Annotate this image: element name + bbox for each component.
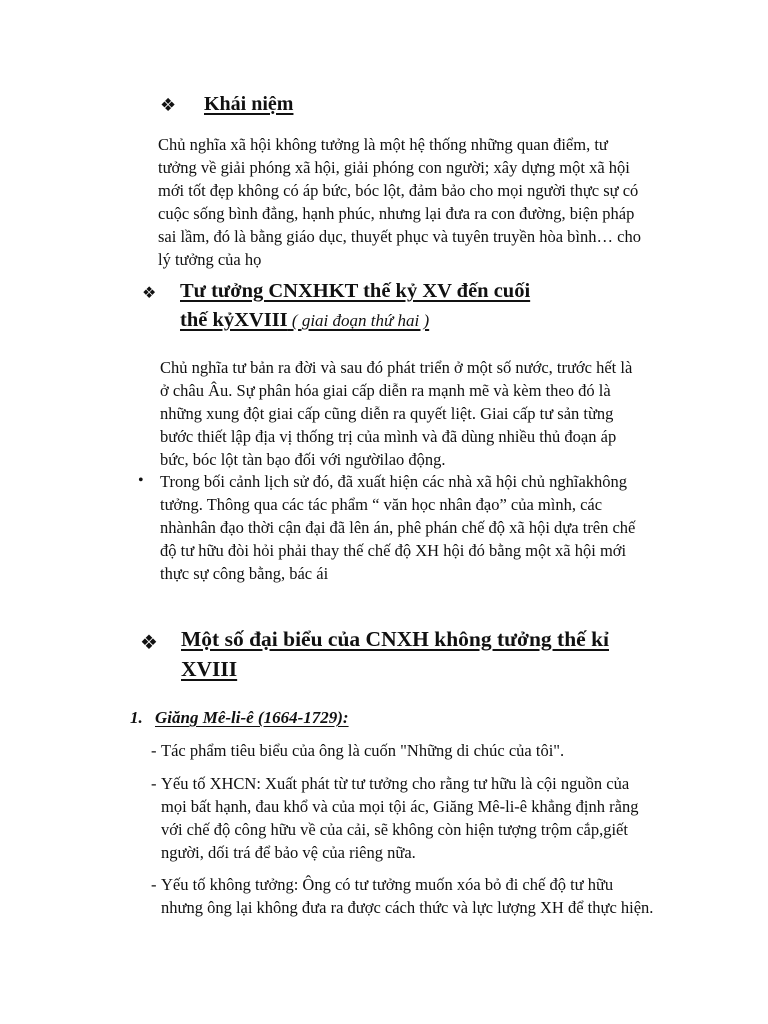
dash-bullet: - xyxy=(151,774,157,793)
dash-bullet: - xyxy=(151,741,157,760)
subheading-giang-meslier: Giăng Mê-li-ê (1664-1729): xyxy=(155,708,349,727)
paragraph-line: bức, bóc lột tàn bạo đối với ngườilao động. xyxy=(160,450,446,469)
paragraph-line: bước thiết lập địa vị thống trị của mình và đã dùng nhiều thủ đoạn áp xyxy=(160,427,617,446)
list-item-line: Tác phẩm tiêu biểu của ông là cuốn "Những di chúc của tôi". xyxy=(161,741,565,760)
list-item-line: người, dối trá để bảo vệ của riêng nữa. xyxy=(161,843,416,862)
heading-khai-niem: Khái niệm xyxy=(204,93,294,115)
paragraph-line: lý tưởng của họ xyxy=(158,250,262,269)
paragraph-line: cuộc sống bình đẳng, hạnh phúc, nhưng lại đưa ra con đường, biện pháp xyxy=(158,204,635,223)
paragraph-line: Chủ nghĩa xã hội không tưởng là một hệ thống những quan điểm, tư xyxy=(158,135,608,154)
heading-mot-so-line2: XVIII xyxy=(181,657,238,681)
heading-tu-tuong-line1: Tư tưởng CNXHKT thế kỷ XV đến cuối xyxy=(180,280,531,302)
paragraph-line: Trong bối cảnh lịch sử đó, đã xuất hiện các nhà xã hội chủ nghĩakhông xyxy=(160,472,628,491)
heading-mot-so-line1: Một số đại biểu của CNXH không tưởng thế kỉ xyxy=(181,627,609,651)
dash-bullet: - xyxy=(151,875,157,894)
paragraph-khai-niem xyxy=(158,133,698,271)
heading-tu-tuong-line2 xyxy=(180,309,429,332)
list-item xyxy=(151,772,711,864)
list-number: 1. xyxy=(130,708,143,727)
list-item-line: nhưng ông lại không đưa ra được cách thức và lực lượng XH để thực hiện. xyxy=(161,898,654,917)
paragraph-tu-tuong xyxy=(160,356,700,471)
list-item-line: Yếu tố XHCN: Xuất phát từ tư tưởng cho rằng tư hữu là cội nguồn của xyxy=(161,774,630,793)
paragraph-line: mới tốt đẹp không có áp bức, bóc lột, đảm bảo cho mọi người thực sự có xyxy=(158,181,639,200)
paragraph-line: thực sự công bằng, bác ái xyxy=(160,564,329,583)
paragraph-line: sai lầm, đó là bằng giáo dục, thuyết phục và tuyên truyền hòa bình… cho xyxy=(158,227,641,246)
bullet-dot-icon: • xyxy=(138,472,144,489)
diamond-bullet-icon: ❖ xyxy=(140,630,158,654)
bullet-paragraph xyxy=(160,470,700,585)
list-item-line: Yếu tố không tưởng: Ông có tư tưởng muốn xóa bỏ đi chế độ tư hữu xyxy=(161,875,614,894)
diamond-bullet-icon: ❖ xyxy=(160,95,177,116)
diamond-bullet-icon: ❖ xyxy=(142,283,157,302)
paragraph-line: những xung đột giai cấp cũng diễn ra quyết liệt. Giai cấp tư sản từng xyxy=(160,404,614,423)
list-item xyxy=(151,739,711,762)
paragraph-line: nhànhân đạo thời cận đại đã lên án, phê phán chế độ xã hội dựa trên chế xyxy=(160,518,636,537)
paragraph-line: tưởng về giải phóng xã hội, giải phóng con người; xây dựng một xã hội xyxy=(158,158,630,177)
list-item xyxy=(151,873,711,919)
heading-tu-tuong-main: thế kỷXVIII xyxy=(180,309,288,331)
heading-tu-tuong-subtitle: ( giai đoạn thứ hai ) xyxy=(287,311,430,330)
paragraph-line: tưởng. Thông qua các tác phẩm “ văn học nhân đạo” của mình, các xyxy=(160,495,603,514)
paragraph-line: độ tư hữu đòi hỏi phải thay thế chế độ XH hội đó bằng một xã hội mới xyxy=(160,541,627,560)
paragraph-line: ở châu Âu. Sự phân hóa giai cấp diễn ra mạnh mẽ và kèm theo đó là xyxy=(160,381,611,400)
paragraph-line: Chủ nghĩa tư bản ra đời và sau đó phát triển ở một số nước, trước hết là xyxy=(160,358,633,377)
list-item-line: mọi bất hạnh, đau khổ và của mọi tội ác, Giăng Mê-li-ê khẳng định rằng xyxy=(161,797,639,816)
list-item-line: với chế độ công hữu về của cải, sẽ không còn hiện tượng trộm cắp,giết xyxy=(161,820,628,839)
